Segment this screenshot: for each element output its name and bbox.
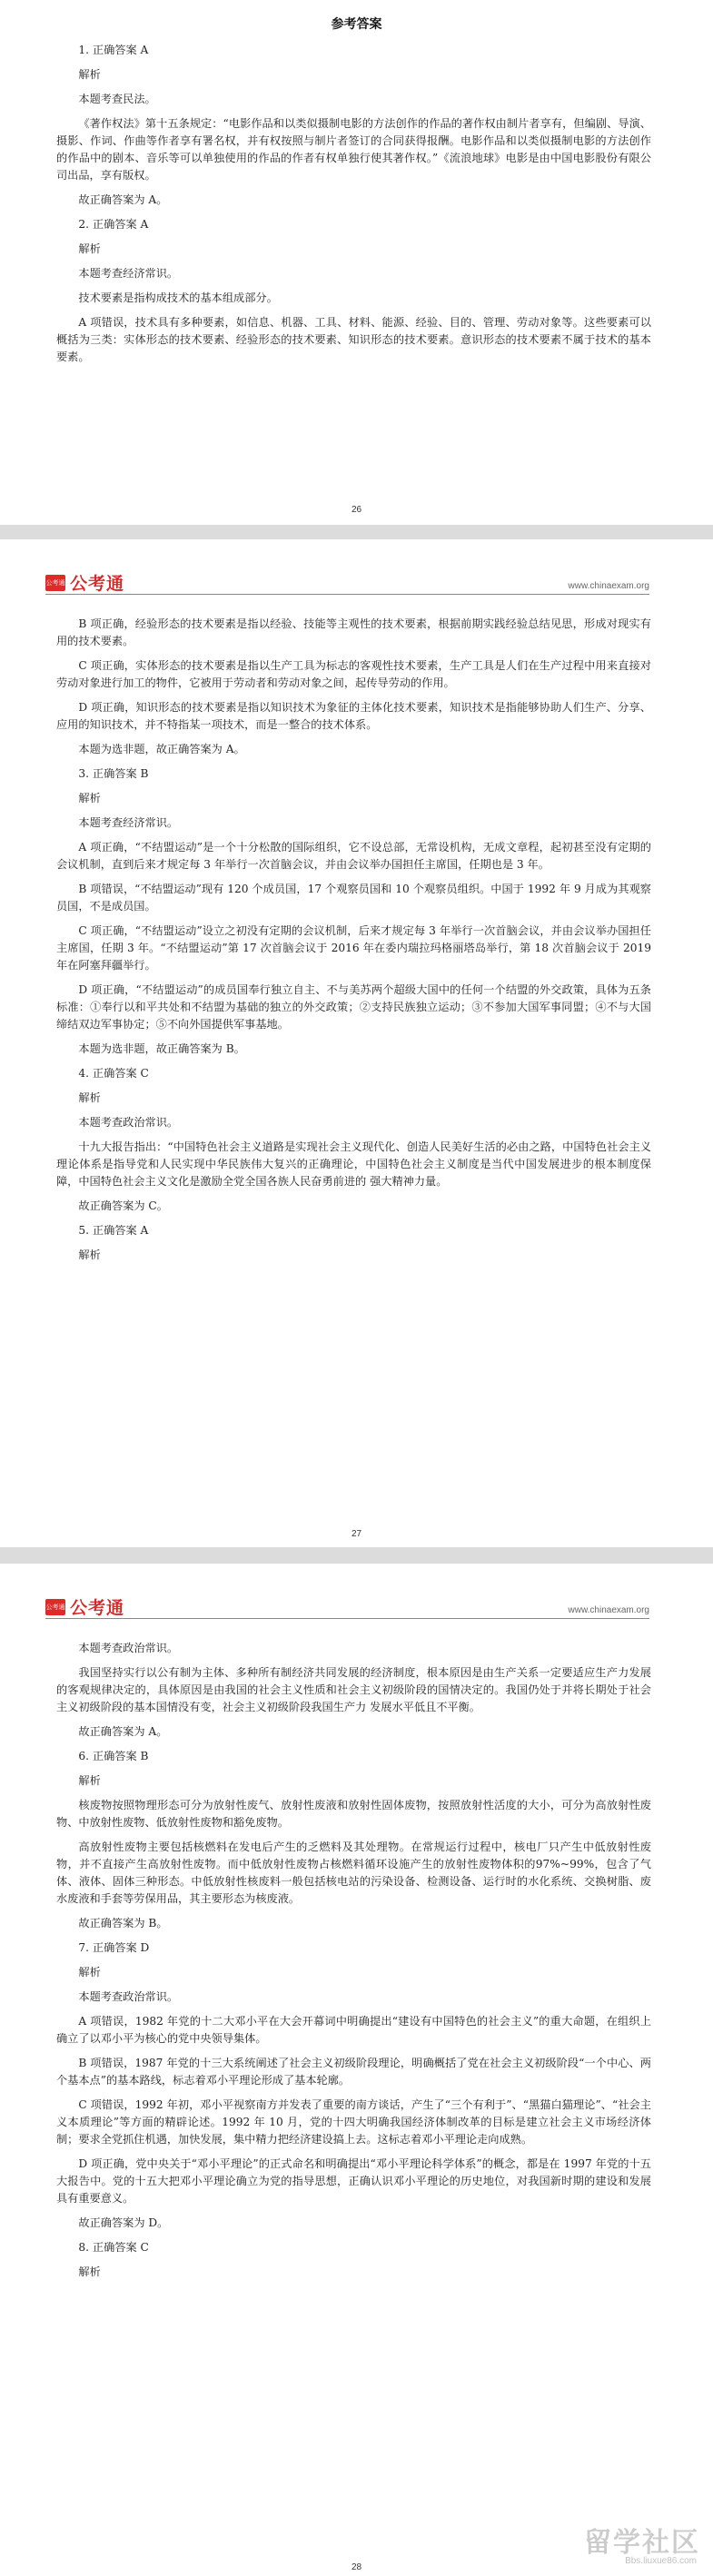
page-number: 26 [351,505,362,515]
paragraph: D 项正确，党中央关于“邓小平理论”的正式命名和明确提出“邓小平理论科学体系”的概念，都是在 1997 年党的十五大报告中。党的十五大把邓小平理论确立为党的指导思想，正确认识邓小平理论的历史地位，对我国新时期的建设和发展具有重要意义。 [56,2157,651,2205]
paragraph: A 项错误，技术具有多种要素，如信息、机器、工具、材料、能源、经验、目的、管理、劳动对象等。这些要素可以概括为三类：实体形态的技术要素、经验形态的技术要素、知识形态的技术要素。意识形态的技术要素不属于技术的基本要素。 [56,316,651,363]
paragraph: 技术要素是指构成技术的基本组成部分。 [78,291,278,304]
paragraph: 本题考查政治常识。 [78,1642,179,1654]
paragraph: 解析 [78,1091,101,1104]
paragraph: 4. 正确答案 C [78,1067,149,1080]
logo-text: 公考通 [70,574,125,594]
paragraph: 故正确答案为 A。 [78,1725,168,1738]
document-page-26 [0,0,713,525]
paragraph: C 项错误，1992 年初，邓小平视察南方并发表了重要的南方谈话，产生了“三个有利于”、“黑猫白猫理论”、“社会主义本质理论”等方面的精辟论述。1992 年 10 月，党的十四大明确我国经济体制改革的目标是建立社会主义市场经济体制；要求全党抓住机遇，加快发展，集中精力把经济建设搞上去。这标志着邓小平理论走向成熟。 [56,2098,651,2146]
paragraph: 本题考查经济常识。 [78,816,179,829]
paragraph: 本题考查政治常识。 [78,1116,179,1129]
watermark-text: 留学社区 [584,2527,700,2559]
paragraph: 《著作权法》第十五条规定：“电影作品和以类似摄制电影的方法创作的作品的著作权由制片者享有，但编剧、导演、摄影、作词、作曲等作者享有署名权，并有权按照与制片者签订的合同获得报酬。电影作品和以类似摄制电影的方法创作的作品中的剧本、音乐等可以单独使用的作品的作者有权单独行使其著作权。”《流浪地球》电影是由中国电影股份有限公司出品，享有版权。 [56,117,651,182]
watermark-url: Bbs.liuxue86.com [625,2556,697,2566]
paragraph: 本题考查政治常识。 [78,1990,179,2003]
page-separator [0,525,713,539]
paragraph: 1. 正确答案 A [78,44,149,56]
paragraph: 6. 正确答案 B [78,1750,149,1762]
logo-badge-icon: 公考通 [45,1599,65,1615]
paragraph: 本题考查民法。 [78,93,156,105]
paragraph: C 项正确，“不结盟运动”设立之初没有定期的会议机制，后来才规定每 3 年举行一次首脑会议，并由会议举办国担任主席国，任期 3 年。“不结盟运动”第 17 次首脑会议于 2016 年在委内瑞拉玛格丽塔岛举行，第 18 次首脑会议于 2019 年在阿塞拜疆举行。 [56,924,651,972]
paragraph: 故正确答案为 C。 [78,1199,168,1212]
logo-badge-icon: 公考通 [45,575,65,591]
paragraph: A 项错误，1982 年党的十二大邓小平在大会开幕词中明确提出“建设有中国特色的社会主义”的重大命题，在组织上确立了以邓小平为核心的党中央领导集体。 [56,2015,651,2045]
paragraph: 5. 正确答案 A [78,1224,149,1237]
paragraph: 2. 正确答案 A [78,218,149,231]
paragraph: D 项正确，“不结盟运动”的成员国奉行独立自主、不与美苏两个超级大国中的任何一个结盟的外交政策，具体为五条标准：①奉行以和平共处和不结盟为基础的独立的外交政策；②支持民族独立运动；③不参加大国军事同盟；④不与大国缔结双边军事协定；⑤不向外国提供军事基地。 [56,983,651,1031]
site-url: www.chinaexam.org [568,581,649,591]
paragraph: 本题为选非题，故正确答案为 A。 [78,743,245,755]
paragraph: B 项错误，“不结盟运动”现有 120 个成员国，17 个观察员国和 10 个观察员组织。中国于 1992 年 9 月成为其观察员国，不是成员国。 [56,883,651,913]
paragraph: 故正确答案为 B。 [78,1917,168,1930]
watermark [568,2520,704,2571]
paragraph: 本题为选非题，故正确答案为 B。 [78,1042,245,1055]
paragraph: 解析 [78,242,101,255]
paragraph: 解析 [78,1774,101,1787]
page-header [45,570,649,597]
header-divider [45,594,649,595]
page-number: 27 [351,1529,362,1539]
paragraph: 十九大报告指出：“中国特色社会主义道路是实现社会主义现代化、创造人民美好生活的必由之路，中国特色社会主义理论体系是指导党和人民实现中华民族伟大复兴的正确理论，中国特色社会主义制度是当代中国发展进步的根本制度保障，中国特色社会主义文化是激励全党全国各族人民奋勇前进的 强大精神力量。 [56,1140,651,1188]
document-page-27 [0,539,713,1547]
page-27-content [56,616,651,1271]
paragraph: 解析 [78,1249,101,1261]
paragraph: C 项正确，实体形态的技术要素是指以生产工具为标志的客观性技术要素，生产工具是人们在生产过程中用来直接对劳动对象进行加工的物件，它被用于劳动者和劳动对象之间，起传导劳动的作用。 [56,659,651,689]
page-number: 28 [351,2562,362,2572]
paragraph: 解析 [78,792,101,804]
paragraph: 解析 [78,1966,101,1979]
paragraph: A 项正确，“不结盟运动”是一个十分松散的国际组织，它不设总部，无常设机构，无成文章程，起初甚至没有定期的会议机制，直到后来才规定每 3 年举行一次首脑会议，并由会议举办国担任主席国，任期也是 3 年。 [56,841,651,871]
logo-text: 公考通 [70,1598,125,1618]
paragraph: 故正确答案为 D。 [78,2216,169,2229]
paragraph: D 项正确，知识形态的技术要素是指以知识技术为象征的主体化技术要素，知识技术是指能够协助人们生产、分享、应用的知识技术，并不特指某一项技术，而是一整合的技术体系。 [56,701,651,731]
page-28-content [56,1640,651,2288]
paragraph: 8. 正确答案 C [78,2241,149,2254]
page-26-content [56,42,651,373]
paragraph: 我国坚持实行以公有制为主体、多种所有制经济共同发展的经济制度，根本原因是由生产关系一定要适应生产力发展的客观规律决定的，具体原因是由我国的社会主义性质和社会主义初级阶段的国情决定的。我国仍处于并将长期处于社会主义初级阶段的基本国情没有变，社会主义初级阶段我国生产力 发展水平低且不平衡。 [56,1666,651,1713]
page-header [45,1594,649,1622]
paragraph: 3. 正确答案 B [78,767,149,780]
header-divider [45,1618,649,1619]
paragraph: B 项错误，1987 年党的十三大系统阐述了社会主义初级阶段理论，明确概括了党在社会主义初级阶段“一个中心、两个基本点”的基本路线，标志着邓小平理论形成了基本轮廓。 [56,2057,651,2087]
paragraph: 解析 [78,2265,101,2278]
paragraph: B 项正确，经验形态的技术要素是指以经验、技能等主观性的技术要素，根据前期实践经验总结见思，形成对现实有用的技术要素。 [56,617,651,647]
site-url: www.chinaexam.org [568,1605,649,1615]
paragraph: 核废物按照物理形态可分为放射性废气、放射性废液和放射性固体废物，按照放射性活度的大小，可分为高放射性废物、中放射性废物、低放射性废物和豁免废物。 [56,1799,651,1829]
paragraph: 解析 [78,68,101,81]
paragraph: 故正确答案为 A。 [78,193,168,206]
brand-logo [45,570,124,595]
brand-logo [45,1594,124,1619]
paragraph: 本题考查经济常识。 [78,267,179,280]
page-separator [0,1547,713,1564]
paragraph: 7. 正确答案 D [78,1941,150,1954]
answer-key-title: 参考答案 [331,17,382,32]
paragraph: 高放射性废物主要包括核燃料在发电后产生的乏燃料及其处理物。在常规运行过程中，核电厂只产生中低放射性废物，并不直接产生高放射性废物。而中低放射性废物占核燃料循环设施产生的放射性废物体积的97%~99%，包含了气体、液体、固体三种形态。中低放射性核废料一般包括核电站的污染设备、检测设备、运行时的水化系统、交换树脂、废水废液和手套等劳保用品，其主要形态为核废液。 [56,1841,651,1905]
document-page-28 [0,1564,713,2576]
